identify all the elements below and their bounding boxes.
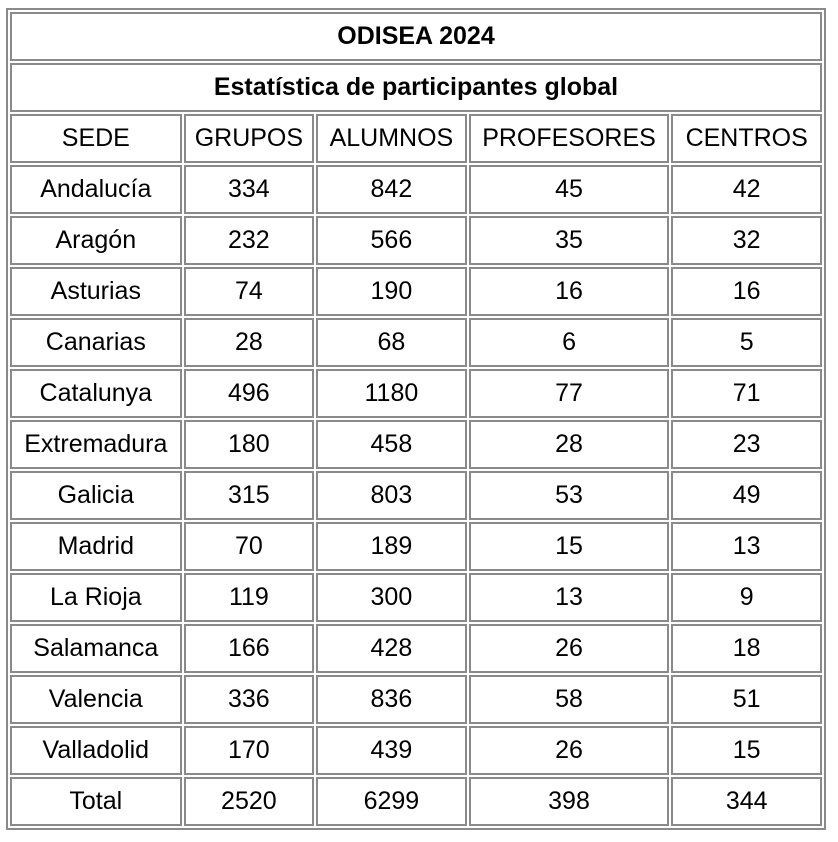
cell-grupos: 496: [184, 369, 314, 418]
cell-centros: 32: [671, 216, 822, 265]
table-row: [10, 318, 822, 367]
cell-profesores: 35: [469, 216, 670, 265]
cell-grupos: 119: [184, 573, 314, 622]
header-row: [10, 114, 822, 163]
cell-profesores: 45: [469, 165, 670, 214]
table-row: [10, 369, 822, 418]
cell-grupos: 74: [184, 267, 314, 316]
participants-table: [6, 8, 826, 830]
cell-alumnos: 439: [316, 726, 467, 775]
table-title: ODISEA 2024: [10, 12, 822, 61]
cell-centros: 16: [671, 267, 822, 316]
cell-profesores: 77: [469, 369, 670, 418]
header-centros: CENTROS: [671, 114, 822, 163]
cell-sede: La Rioja: [10, 573, 182, 622]
cell-alumnos: 300: [316, 573, 467, 622]
cell-sede: Valencia: [10, 675, 182, 724]
cell-alumnos: 1180: [316, 369, 467, 418]
cell-profesores: 28: [469, 420, 670, 469]
cell-grupos: 334: [184, 165, 314, 214]
cell-alumnos: 458: [316, 420, 467, 469]
cell-centros: 13: [671, 522, 822, 571]
cell-sede: Asturias: [10, 267, 182, 316]
table-row: [10, 267, 822, 316]
cell-centros: 18: [671, 624, 822, 673]
cell-centros: 23: [671, 420, 822, 469]
cell-centros: 9: [671, 573, 822, 622]
cell-alumnos: 189: [316, 522, 467, 571]
cell-alumnos: 190: [316, 267, 467, 316]
table-body: [10, 12, 822, 826]
table-row: [10, 675, 822, 724]
table-row: [10, 471, 822, 520]
table-subtitle: Estatística de participantes global: [10, 63, 822, 112]
total-row: [10, 777, 822, 826]
cell-centros: 15: [671, 726, 822, 775]
cell-sede: Galicia: [10, 471, 182, 520]
cell-grupos: 232: [184, 216, 314, 265]
cell-centros: 42: [671, 165, 822, 214]
cell-centros: 71: [671, 369, 822, 418]
cell-alumnos: 836: [316, 675, 467, 724]
table-row: [10, 216, 822, 265]
cell-centros: 51: [671, 675, 822, 724]
cell-alumnos: 566: [316, 216, 467, 265]
table-row: [10, 522, 822, 571]
cell-grupos: 336: [184, 675, 314, 724]
header-grupos: GRUPOS: [184, 114, 314, 163]
table-row: [10, 624, 822, 673]
cell-centros: 5: [671, 318, 822, 367]
cell-grupos: 170: [184, 726, 314, 775]
cell-grupos: 2520: [184, 777, 314, 826]
cell-grupos: 28: [184, 318, 314, 367]
cell-sede: Salamanca: [10, 624, 182, 673]
cell-profesores: 53: [469, 471, 670, 520]
cell-sede: Madrid: [10, 522, 182, 571]
cell-sede: Aragón: [10, 216, 182, 265]
cell-centros: 344: [671, 777, 822, 826]
table-row: [10, 165, 822, 214]
cell-grupos: 166: [184, 624, 314, 673]
cell-grupos: 315: [184, 471, 314, 520]
cell-sede: Andalucía: [10, 165, 182, 214]
cell-grupos: 180: [184, 420, 314, 469]
cell-sede: Canarias: [10, 318, 182, 367]
cell-alumnos: 842: [316, 165, 467, 214]
table-row: [10, 420, 822, 469]
cell-profesores: 16: [469, 267, 670, 316]
cell-alumnos: 6299: [316, 777, 467, 826]
cell-alumnos: 68: [316, 318, 467, 367]
cell-profesores: 26: [469, 624, 670, 673]
cell-sede: Total: [10, 777, 182, 826]
cell-sede: Catalunya: [10, 369, 182, 418]
cell-sede: Valladolid: [10, 726, 182, 775]
cell-profesores: 58: [469, 675, 670, 724]
title-row: [10, 12, 822, 61]
cell-profesores: 13: [469, 573, 670, 622]
header-alumnos: ALUMNOS: [316, 114, 467, 163]
cell-centros: 49: [671, 471, 822, 520]
cell-grupos: 70: [184, 522, 314, 571]
table-row: [10, 573, 822, 622]
header-profesores: PROFESORES: [469, 114, 670, 163]
header-sede: SEDE: [10, 114, 182, 163]
table-row: [10, 726, 822, 775]
cell-profesores: 398: [469, 777, 670, 826]
cell-profesores: 6: [469, 318, 670, 367]
cell-alumnos: 428: [316, 624, 467, 673]
cell-profesores: 26: [469, 726, 670, 775]
cell-alumnos: 803: [316, 471, 467, 520]
cell-sede: Extremadura: [10, 420, 182, 469]
cell-profesores: 15: [469, 522, 670, 571]
subtitle-row: [10, 63, 822, 112]
